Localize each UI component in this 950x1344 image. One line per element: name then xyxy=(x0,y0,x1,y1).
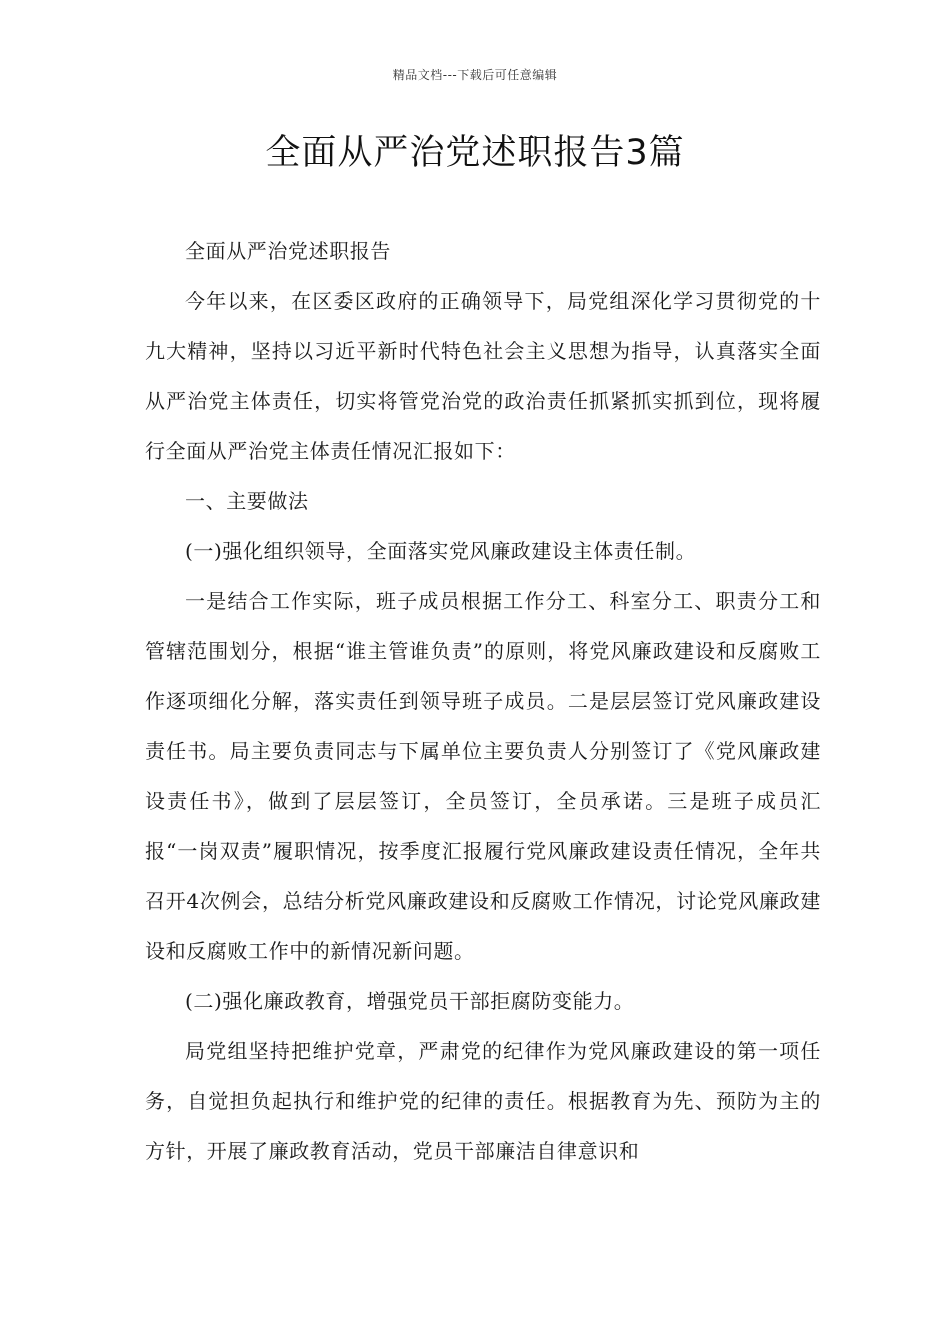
body-paragraph: 一是结合工作实际，班子成员根据工作分工、科室分工、职责分工和管辖范围划分，根据“谁主管谁负责”的原则，将党风廉政建设和反腐败工作逐项细化分解，落实责任到领导班子成员。二是层层签订党风廉政建设责任书。局主要负责同志与下属单位主要负责人分别签订了《党风廉政建设责任书》，做到了层层签订，全员签订，全员承诺。三是班子成员汇报“一岗双责”履职情况，按季度汇报履行党风廉政建设责任情况，全年共召开4次例会，总结分析党风廉政建设和反腐败工作情况，讨论党风廉政建设和反腐败工作中的新情况新问题。 xyxy=(145,589,821,963)
header-note: 精品文档---下载后可任意编辑 xyxy=(392,68,558,82)
document-title: 全面从严治党述职报告3篇 xyxy=(265,133,685,173)
document-body xyxy=(145,226,821,1176)
section-heading: 全面从严治党述职报告 xyxy=(185,239,391,263)
body-paragraph: 局党组坚持把维护党章，严肃党的纪律作为党风廉政建设的第一项任务，自觉担负起执行和维护党的纪律的责任。根据教育为先、预防为主的方针，开展了廉政教育活动，党员干部廉洁自律意识和 xyxy=(145,1039,821,1163)
section-heading: 一、主要做法 xyxy=(185,489,309,513)
subsection-heading: (二)强化廉政教育，增强党员干部拒腐防变能力。 xyxy=(185,989,635,1013)
body-paragraph: 今年以来，在区委区政府的正确领导下，局党组深化学习贯彻党的十九大精神，坚持以习近平新时代特色社会主义思想为指导，认真落实全面从严治党主体责任，切实将管党治党的政治责任抓紧抓实抓到位，现将履行全面从严治党主体责任情况汇报如下： xyxy=(145,289,821,463)
subsection-heading: (一)强化组织领导，全面落实党风廉政建设主体责任制。 xyxy=(185,539,697,563)
